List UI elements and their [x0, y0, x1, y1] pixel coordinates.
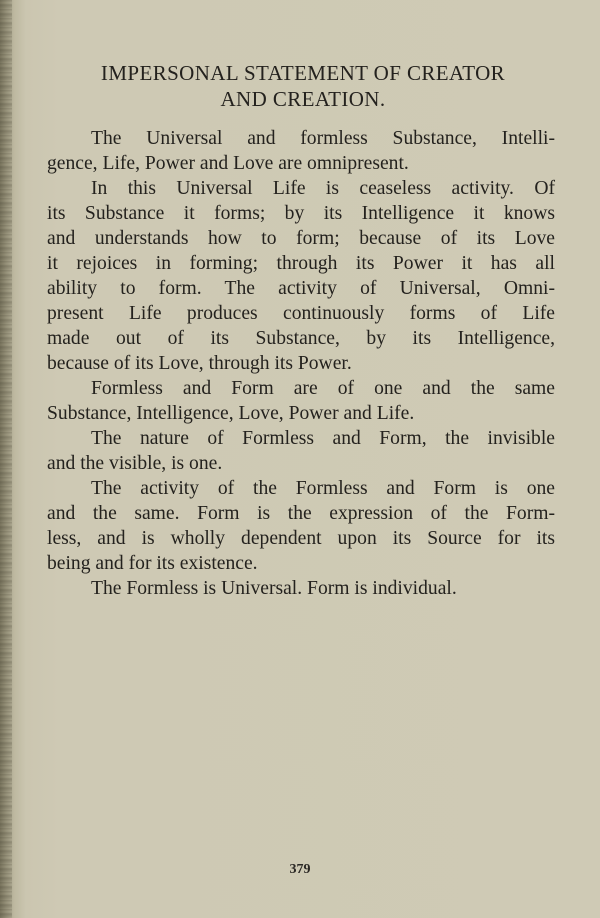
- text-line: The Universal and formless Substance, Intelli-: [91, 128, 555, 149]
- title-line-2: AND CREATION.: [220, 87, 386, 111]
- text-line: because of its Love, through its Power.: [47, 353, 352, 374]
- text-line: Substance, Intelligence, Love, Power and Life.: [47, 403, 415, 424]
- text-line: Formless and Form are of one and the same: [91, 378, 555, 399]
- text-line: gence, Life, Power and Love are omnipresent.: [47, 153, 409, 174]
- paragraph: [47, 376, 555, 426]
- text-line: and understands how to form; because of its Love: [47, 228, 555, 249]
- paragraph: [47, 176, 555, 376]
- text-line: being and for its existence.: [47, 553, 258, 574]
- text-line: In this Universal Life is ceaseless activity. Of: [91, 178, 555, 199]
- page-gutter: [0, 0, 12, 918]
- text-line: made out of its Substance, by its Intelligence,: [47, 328, 555, 349]
- paragraph: [47, 426, 555, 476]
- chapter-title: [40, 60, 566, 112]
- paragraph: [47, 126, 555, 176]
- text-line: it rejoices in forming; through its Power it has all: [47, 253, 555, 274]
- text-line: The Formless is Universal. Form is individual.: [91, 578, 457, 599]
- text-line: present Life produces continuously forms of Life: [47, 303, 555, 324]
- text-line: its Substance it forms; by its Intelligence it knows: [47, 203, 555, 224]
- text-line: The activity of the Formless and Form is one: [91, 478, 555, 499]
- text-line: and the same. Form is the expression of the Form-: [47, 503, 555, 524]
- text-line: and the visible, is one.: [47, 453, 223, 474]
- paragraph: [47, 576, 555, 601]
- title-line-1: IMPERSONAL STATEMENT OF CREATOR: [100, 61, 506, 85]
- body-text: [47, 126, 555, 601]
- paragraph: [47, 476, 555, 576]
- text-line: less, and is wholly dependent upon its Source for its: [47, 528, 555, 549]
- page-number: 379: [289, 862, 311, 877]
- text-line: ability to form. The activity of Universal, Omni-: [47, 278, 555, 299]
- text-line: The nature of Formless and Form, the invisible: [91, 428, 555, 449]
